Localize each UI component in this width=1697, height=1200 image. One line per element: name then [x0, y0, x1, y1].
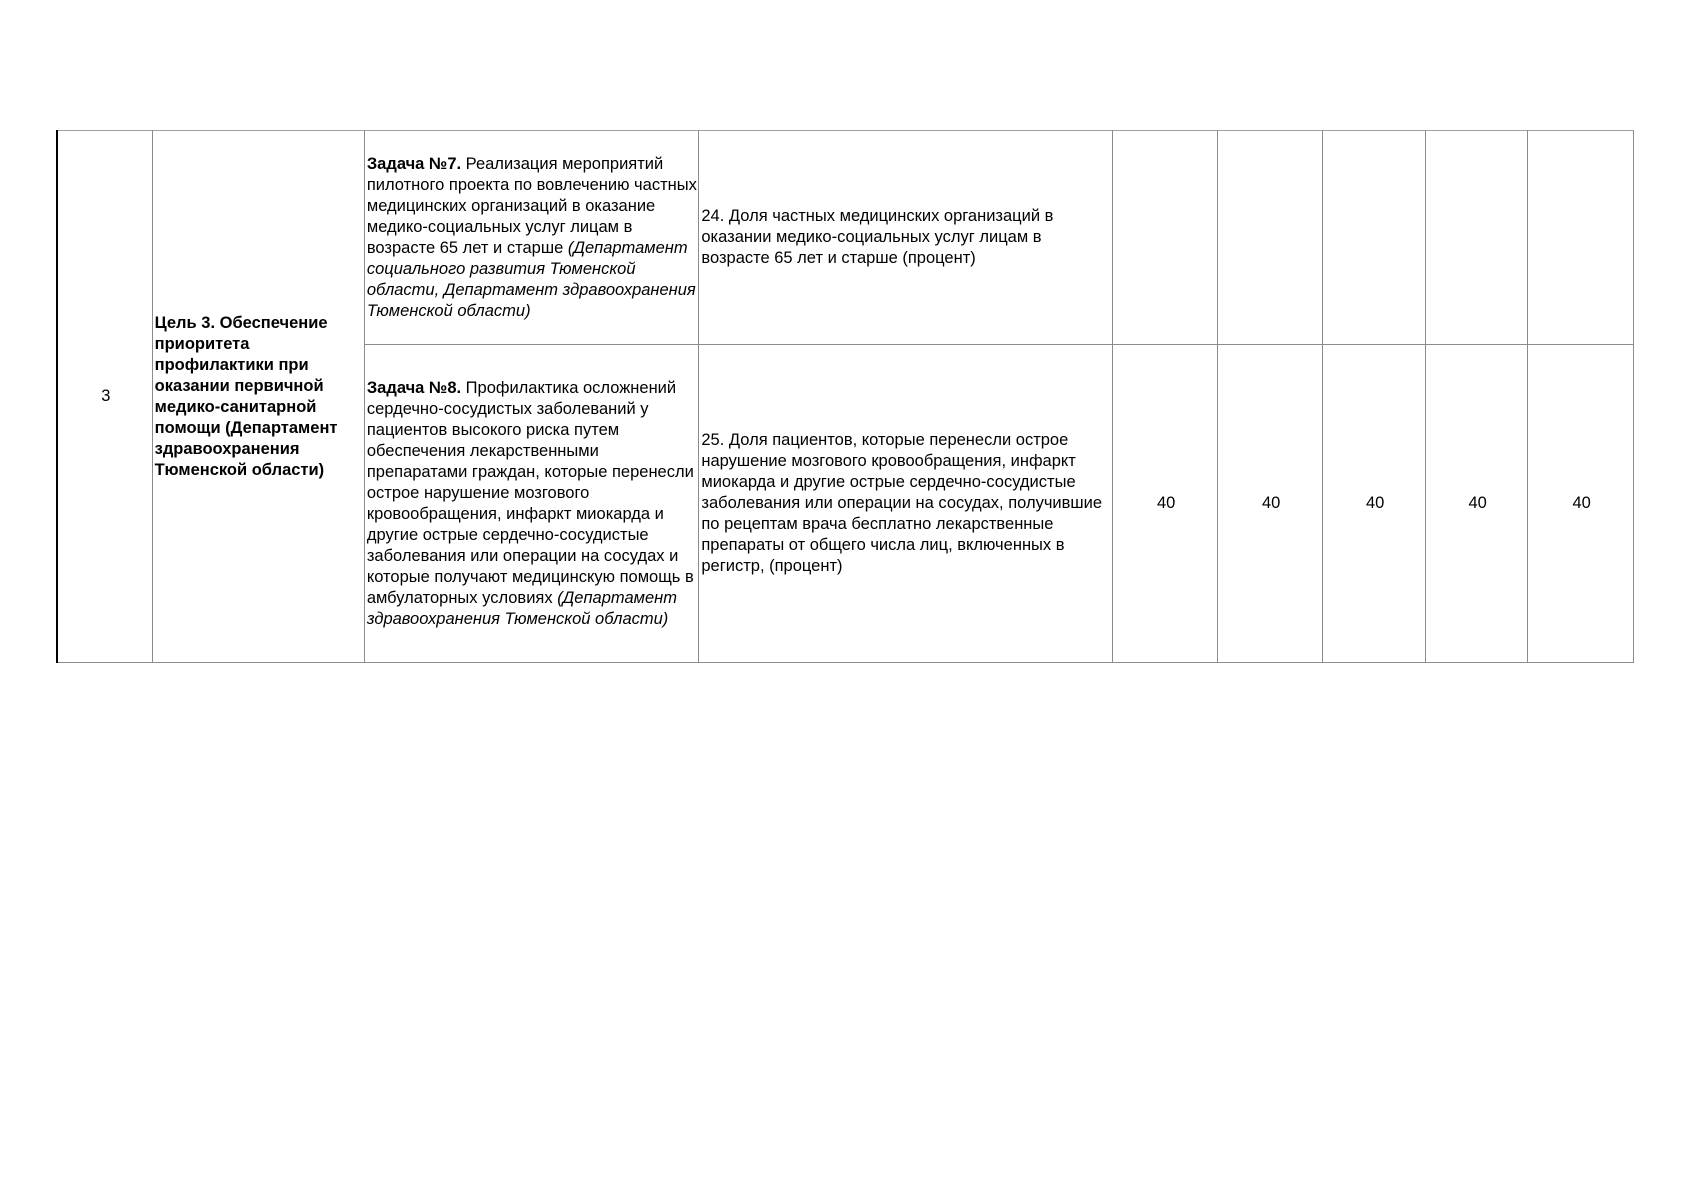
task-cell — [364, 345, 699, 663]
indicator-table — [56, 130, 1634, 663]
indicator-cell: 24. Доля частных медицинских организаций в оказании медико-социальных услуг лицам в возрасте 65 лет и старше (процент) — [699, 131, 1113, 345]
task-text: Профилактика осложнений сердечно-сосудистых заболеваний у пациентов высокого риска путем обеспечения лекарственными препаратами граждан, которые перенесли острое нарушение мозгового кровообращения, инфаркт миокарда и другие острые сердечно-сосудистые заболевания или операции на сосудах и которые получают медицинскую помощь в амбулаторных условиях — [366, 378, 694, 607]
task-responsible: (Департамент социального развития Тюменской области, Департамент здравоохранения Тюменской области) — [366, 238, 696, 320]
value-cell: 40 — [1528, 345, 1634, 663]
task-label: Задача №7. — [366, 154, 462, 173]
goal-cell: Цель 3. Обеспечение приоритета профилактики при оказании первичной медико-санитарной помощи (Департамент здравоохранения Тюменской области) — [152, 131, 364, 663]
value-cell — [1323, 131, 1425, 345]
value-cell — [1528, 131, 1634, 345]
value-cell — [1425, 131, 1527, 345]
value-cell: 40 — [1113, 345, 1218, 663]
value-cell — [1113, 131, 1218, 345]
table-row — [57, 131, 1634, 345]
value-cell — [1217, 131, 1323, 345]
task-cell — [364, 131, 699, 345]
task-label: Задача №8. — [366, 378, 462, 397]
row-number: 3 — [57, 131, 152, 663]
value-cell: 40 — [1425, 345, 1527, 663]
task-responsible: (Департамент здравоохранения Тюменской области) — [366, 588, 677, 628]
value-cell: 40 — [1217, 345, 1323, 663]
value-cell: 40 — [1323, 345, 1425, 663]
indicator-cell: 25. Доля пациентов, которые перенесли острое нарушение мозгового кровообращения, инфаркт миокарда и другие острые сердечно-сосудистые заболевания или операции на сосудах, получившие по рецептам врача бесплатно лекарственные препараты от общего числа лиц, включенных в регистр, (процент) — [699, 345, 1113, 663]
task-text: Реализация мероприятий пилотного проекта по вовлечению частных медицинских организаций в оказание медико-социальных услуг лицам в возрасте 65 лет и старше — [366, 154, 697, 257]
